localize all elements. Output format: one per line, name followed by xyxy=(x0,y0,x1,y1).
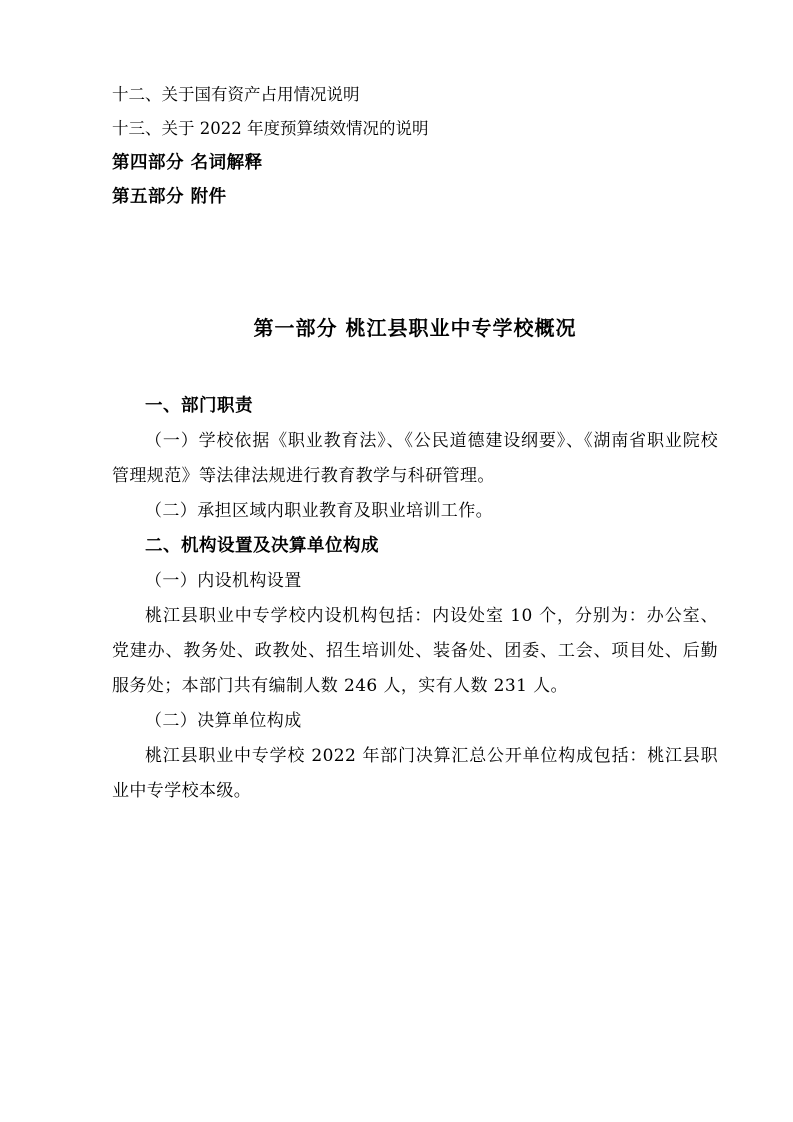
paragraph-duties-2: （二）承担区域内职业教育及职业培训工作。 xyxy=(145,501,493,521)
title-gap xyxy=(112,341,718,389)
section-heading-duties: 一、部门职责 xyxy=(145,396,253,416)
toc-tail-block xyxy=(112,78,718,214)
toc-item-part-five: 第五部分 附件 xyxy=(112,187,227,207)
paragraph-structure-1: （一）内设机构设置 xyxy=(145,571,302,591)
paragraph-structure-2: 桃江县职业中专学校内设机构包括：内设处室 10 个，分别为：办公室、党建办、教务处、政教处、招生培训处、装备处、团委、工会、项目处、后勤服务处；本部门共有编制人数 246 人，实有人数 231 人。 xyxy=(112,606,718,696)
toc-item-13: 十三、关于 2022 年度预算绩效情况的说明 xyxy=(112,119,429,138)
paragraph-structure-3: （二）决算单位构成 xyxy=(145,711,302,731)
toc-item-12: 十二、关于国有资产占用情况说明 xyxy=(112,85,360,104)
page-title: 第一部分 桃江县职业中专学校概况 xyxy=(253,316,577,340)
toc-item-part-four: 第四部分 名词解释 xyxy=(112,153,263,173)
section-duties xyxy=(112,389,718,529)
paragraph-structure-4: 桃江县职业中专学校 2022 年部门决算汇总公开单位构成包括：桃江县职业中专学校本级。 xyxy=(112,746,718,801)
section-gap xyxy=(112,214,718,310)
section-heading-structure: 二、机构设置及决算单位构成 xyxy=(145,536,379,556)
section-structure xyxy=(112,529,718,809)
paragraph-duties-1: （一）学校依据《职业教育法》、《公民道德建设纲要》、《湖南省职业院校管理规范》等法律法规进行教育教学与科研管理。 xyxy=(112,431,718,486)
